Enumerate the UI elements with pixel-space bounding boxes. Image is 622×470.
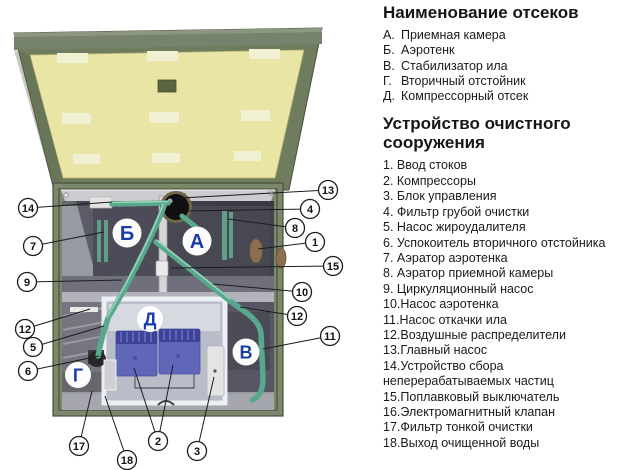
chamber-floor-band xyxy=(62,276,274,292)
callout-4-num: 4 xyxy=(306,203,314,216)
list-item xyxy=(383,89,620,104)
callout-8 xyxy=(286,219,305,238)
lid-stiffener xyxy=(234,151,261,161)
list-item: 18.Выход очищенной воды xyxy=(383,435,540,450)
callout-12-left xyxy=(16,320,35,339)
lid xyxy=(14,28,322,190)
list-item: 12.Воздушные распределители xyxy=(383,327,566,342)
callout-1-num: 1 xyxy=(311,236,319,249)
item-key: Д. xyxy=(383,89,395,104)
list-item: 6. Успокоитель вторичного отстойника xyxy=(383,235,606,250)
item-label: Аэротенк xyxy=(401,43,455,58)
device-list xyxy=(383,158,620,451)
legend-panel xyxy=(383,3,620,451)
outlet-steps xyxy=(104,360,116,390)
callout-5-num: 5 xyxy=(29,341,37,354)
aerotank-aerator xyxy=(104,220,108,262)
list-item: 10.Насос аэротенка xyxy=(383,297,499,312)
list-item xyxy=(383,74,620,89)
callout-6-num: 6 xyxy=(24,365,32,378)
callout-18-num: 18 xyxy=(120,454,134,467)
badge-stabilizer xyxy=(233,339,260,366)
badge-letter-b: Б xyxy=(119,223,135,246)
badge-compressor-bay xyxy=(137,306,163,332)
callout-14 xyxy=(19,199,38,218)
callout-12b-num: 12 xyxy=(290,310,304,323)
badge-letter-a: А xyxy=(189,231,205,254)
aerotank-aerator xyxy=(97,220,101,262)
item-label: Вторичный отстойник xyxy=(401,73,526,88)
callout-12-num: 12 xyxy=(18,323,32,336)
pipe-horizontal-highlight xyxy=(112,202,168,203)
device-title: Устройство очистного сооружения xyxy=(383,114,571,153)
callout-3 xyxy=(188,442,207,461)
callout-10-num: 10 xyxy=(295,286,309,299)
callout-4 xyxy=(301,200,320,219)
list-item: 1. Ввод стоков xyxy=(383,158,468,173)
callout-11 xyxy=(321,327,340,346)
rim-clip-left xyxy=(64,193,68,197)
list-item: 9. Циркуляционный насос xyxy=(383,281,534,296)
callout-7-num: 7 xyxy=(29,240,37,253)
float-switch xyxy=(156,261,168,276)
lid-stiffener xyxy=(62,113,91,124)
badge-aerotank xyxy=(113,219,142,248)
callout-17 xyxy=(70,437,89,456)
list-item: 15.Поплавковый выключатель xyxy=(383,389,560,404)
list-item: 17.Фильтр тонкой очистки xyxy=(383,420,533,435)
list-item: 11.Насос откачки ила xyxy=(383,312,507,327)
callout-1 xyxy=(306,233,325,252)
list-item: 16.Электромагнитный клапан xyxy=(383,404,555,419)
item-key: Б. xyxy=(383,43,395,58)
inlet-stub xyxy=(276,248,286,268)
callout-13 xyxy=(319,181,338,200)
pipe-horizontal xyxy=(112,203,168,204)
compartments-list xyxy=(383,28,620,104)
compressor-right xyxy=(159,329,200,374)
list-item: 8. Аэратор приемной камеры xyxy=(383,266,554,281)
lid-stiffener xyxy=(147,51,178,61)
list-item: 14.Устройство сбора неперерабатываемых частиц xyxy=(383,358,554,389)
list-item: 7. Аэратор аэротенка xyxy=(383,250,508,265)
compressor-box-back xyxy=(109,304,220,331)
list-item: 2. Компрессоры xyxy=(383,173,476,188)
callout-2 xyxy=(149,432,168,451)
item-key: Г. xyxy=(383,73,392,88)
callout-11-num: 11 xyxy=(324,330,336,343)
receiving-aerator xyxy=(222,210,227,260)
callout-14-num: 14 xyxy=(21,202,35,215)
callout-15 xyxy=(324,257,343,276)
list-item xyxy=(383,43,620,58)
badge-letter-g: Г xyxy=(72,365,84,386)
badge-clarifier xyxy=(65,362,91,388)
callout-6 xyxy=(19,362,38,381)
item-key: А. xyxy=(383,28,395,42)
compressor-bay xyxy=(104,299,225,403)
lid-stiffener xyxy=(73,154,100,164)
control-unit-knob xyxy=(213,369,216,372)
callout-7 xyxy=(24,237,43,256)
callout-10 xyxy=(293,283,312,302)
badge-letter-d: Д xyxy=(143,309,157,330)
lid-vent xyxy=(158,80,176,92)
callout-3-num: 3 xyxy=(193,445,201,458)
list-item: 13.Главный насос xyxy=(383,343,488,358)
callout-12-right xyxy=(288,307,307,326)
callout-13-num: 13 xyxy=(321,184,335,197)
compressor-left xyxy=(116,331,157,376)
callout-15-num: 15 xyxy=(326,260,340,273)
item-label: Компрессорный отсек xyxy=(401,89,529,104)
callout-2-num: 2 xyxy=(154,435,162,448)
callout-8-num: 8 xyxy=(291,222,299,235)
callout-9 xyxy=(18,273,37,292)
badge-receiving xyxy=(183,227,212,256)
lid-stiffener xyxy=(249,49,280,59)
list-item: 4. Фильтр грубой очистки xyxy=(383,204,530,219)
lid-stiffener xyxy=(241,110,270,121)
list-item: 3. Блок управления xyxy=(383,189,497,204)
item-key: В. xyxy=(383,58,395,73)
lid-stiffener xyxy=(152,153,180,163)
callout-9-num: 9 xyxy=(23,276,31,289)
lid-stiffener xyxy=(149,112,179,123)
badge-letter-v: В xyxy=(239,342,253,363)
compartments-title: Наименование отсеков xyxy=(383,3,579,22)
inlet-pipe xyxy=(250,239,263,263)
lid-stiffener xyxy=(57,53,88,63)
list-item xyxy=(383,59,620,74)
item-label: Стабилизатор ила xyxy=(401,58,508,73)
list-item: 5. Насос жироудалителя xyxy=(383,220,526,235)
item-label: Приемная камера xyxy=(401,28,506,42)
callout-18 xyxy=(118,451,137,470)
callout-17-num: 17 xyxy=(72,440,86,453)
list-item xyxy=(383,28,620,43)
callout-5 xyxy=(24,338,43,357)
